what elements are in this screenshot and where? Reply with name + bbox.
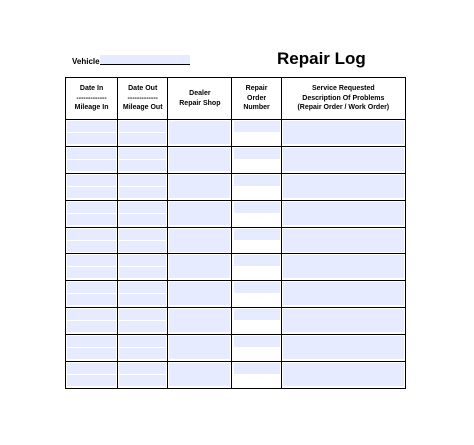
header-service-requested: Service Requested Description Of Problems (Repair Order / Work Order) — [281, 78, 405, 120]
date-in-mileage-in-field[interactable] — [67, 202, 116, 225]
service-requested-cell — [281, 335, 405, 362]
service-requested-cell — [281, 120, 405, 147]
repair-order-number-field[interactable] — [234, 255, 280, 266]
date-in-mileage-in-cell — [66, 146, 118, 173]
header-dealer-repair-shop: Dealer Repair Shop — [168, 78, 232, 120]
vehicle-field[interactable] — [100, 55, 190, 65]
dealer-repair-shop-field[interactable] — [169, 255, 230, 278]
date-out-mileage-out-cell — [118, 227, 168, 254]
dealer-repair-shop-field[interactable] — [169, 363, 230, 386]
page-title: Repair Log — [277, 49, 366, 68]
repair-order-number-field[interactable] — [234, 202, 280, 213]
date-in-mileage-in-field[interactable] — [67, 282, 116, 305]
date-out-mileage-out-cell — [118, 308, 168, 335]
date-out-mileage-out-field[interactable] — [119, 255, 166, 278]
table-row — [66, 308, 406, 335]
date-out-mileage-out-field[interactable] — [119, 282, 166, 305]
date-in-mileage-in-cell — [66, 281, 118, 308]
dealer-repair-shop-cell — [168, 281, 232, 308]
date-out-mileage-out-cell — [118, 335, 168, 362]
repair-order-number-cell — [232, 335, 281, 362]
table-row — [66, 146, 406, 173]
dealer-repair-shop-field[interactable] — [169, 229, 230, 252]
service-requested-cell — [281, 281, 405, 308]
repair-log-table — [65, 77, 406, 389]
date-out-mileage-out-cell — [118, 146, 168, 173]
repair-order-number-field[interactable] — [234, 175, 280, 186]
date-in-mileage-in-field[interactable] — [67, 229, 116, 252]
date-in-mileage-in-field[interactable] — [67, 363, 116, 386]
dealer-repair-shop-cell — [168, 254, 232, 281]
table-row — [66, 335, 406, 362]
table-row — [66, 227, 406, 254]
header-repair-order-number: Repair Order Number — [232, 78, 281, 120]
dealer-repair-shop-cell — [168, 120, 232, 147]
service-requested-cell — [281, 200, 405, 227]
repair-order-number-cell — [232, 146, 281, 173]
date-out-mileage-out-field[interactable] — [119, 229, 166, 252]
service-requested-field[interactable] — [283, 282, 404, 305]
repair-order-number-field[interactable] — [234, 121, 280, 132]
table-row — [66, 254, 406, 281]
service-requested-cell — [281, 254, 405, 281]
repair-order-number-cell — [232, 254, 281, 281]
date-out-mileage-out-field[interactable] — [119, 309, 166, 332]
service-requested-field[interactable] — [283, 202, 404, 225]
date-out-mileage-out-cell — [118, 200, 168, 227]
dealer-repair-shop-cell — [168, 227, 232, 254]
dealer-repair-shop-field[interactable] — [169, 175, 230, 198]
date-in-mileage-in-field[interactable] — [67, 175, 116, 198]
service-requested-field[interactable] — [283, 148, 404, 171]
repair-order-number-field[interactable] — [234, 309, 280, 320]
repair-order-number-cell — [232, 200, 281, 227]
table-row — [66, 120, 406, 147]
service-requested-field[interactable] — [283, 255, 404, 278]
repair-order-number-field[interactable] — [234, 282, 280, 293]
date-out-mileage-out-cell — [118, 173, 168, 200]
dealer-repair-shop-cell — [168, 146, 232, 173]
date-out-mileage-out-cell — [118, 254, 168, 281]
table-row — [66, 200, 406, 227]
date-out-mileage-out-field[interactable] — [119, 121, 166, 144]
header-date-in-mileage-in: Date In ------------- Mileage In — [66, 78, 118, 120]
date-out-mileage-out-field[interactable] — [119, 175, 166, 198]
service-requested-field[interactable] — [283, 309, 404, 332]
table-row — [66, 173, 406, 200]
header-date-out-mileage-out: Date Out ------------- Mileage Out — [118, 78, 168, 120]
repair-order-number-cell — [232, 120, 281, 147]
repair-order-number-field[interactable] — [234, 229, 280, 240]
service-requested-field[interactable] — [283, 121, 404, 144]
repair-order-number-cell — [232, 173, 281, 200]
date-in-mileage-in-cell — [66, 120, 118, 147]
service-requested-cell — [281, 173, 405, 200]
dealer-repair-shop-cell — [168, 173, 232, 200]
dealer-repair-shop-cell — [168, 308, 232, 335]
repair-order-number-cell — [232, 308, 281, 335]
dealer-repair-shop-field[interactable] — [169, 121, 230, 144]
service-requested-cell — [281, 227, 405, 254]
repair-order-number-field[interactable] — [234, 336, 280, 347]
table-row — [66, 281, 406, 308]
date-in-mileage-in-field[interactable] — [67, 148, 116, 171]
service-requested-field[interactable] — [283, 336, 404, 359]
table-body — [66, 120, 406, 389]
date-in-mileage-in-field[interactable] — [67, 121, 116, 144]
date-in-mileage-in-cell — [66, 227, 118, 254]
repair-order-number-field[interactable] — [234, 363, 280, 374]
service-requested-field[interactable] — [283, 175, 404, 198]
dealer-repair-shop-field[interactable] — [169, 309, 230, 332]
date-in-mileage-in-cell — [66, 254, 118, 281]
date-in-mileage-in-cell — [66, 308, 118, 335]
dealer-repair-shop-field[interactable] — [169, 336, 230, 359]
vehicle-label: Vehicle — [72, 57, 100, 66]
date-in-mileage-in-field[interactable] — [67, 309, 116, 332]
table-row — [66, 362, 406, 389]
date-in-mileage-in-cell — [66, 335, 118, 362]
date-out-mileage-out-field[interactable] — [119, 148, 166, 171]
service-requested-cell — [281, 146, 405, 173]
repair-order-number-cell — [232, 362, 281, 389]
dealer-repair-shop-cell — [168, 362, 232, 389]
date-in-mileage-in-cell — [66, 173, 118, 200]
table-header-row — [66, 78, 406, 120]
dealer-repair-shop-field[interactable] — [169, 282, 230, 305]
dealer-repair-shop-field[interactable] — [169, 148, 230, 171]
service-requested-cell — [281, 362, 405, 389]
date-out-mileage-out-field[interactable] — [119, 336, 166, 359]
date-in-mileage-in-field[interactable] — [67, 336, 116, 359]
date-out-mileage-out-field[interactable] — [119, 363, 166, 386]
repair-order-number-cell — [232, 281, 281, 308]
date-out-mileage-out-cell — [118, 362, 168, 389]
dealer-repair-shop-cell — [168, 335, 232, 362]
date-out-mileage-out-cell — [118, 120, 168, 147]
date-in-mileage-in-field[interactable] — [67, 255, 116, 278]
date-in-mileage-in-cell — [66, 200, 118, 227]
date-out-mileage-out-field[interactable] — [119, 202, 166, 225]
date-out-mileage-out-cell — [118, 281, 168, 308]
service-requested-cell — [281, 308, 405, 335]
dealer-repair-shop-cell — [168, 200, 232, 227]
date-in-mileage-in-cell — [66, 362, 118, 389]
service-requested-field[interactable] — [283, 229, 404, 252]
dealer-repair-shop-field[interactable] — [169, 202, 230, 225]
service-requested-field[interactable] — [283, 363, 404, 386]
repair-order-number-field[interactable] — [234, 148, 280, 159]
repair-order-number-cell — [232, 227, 281, 254]
